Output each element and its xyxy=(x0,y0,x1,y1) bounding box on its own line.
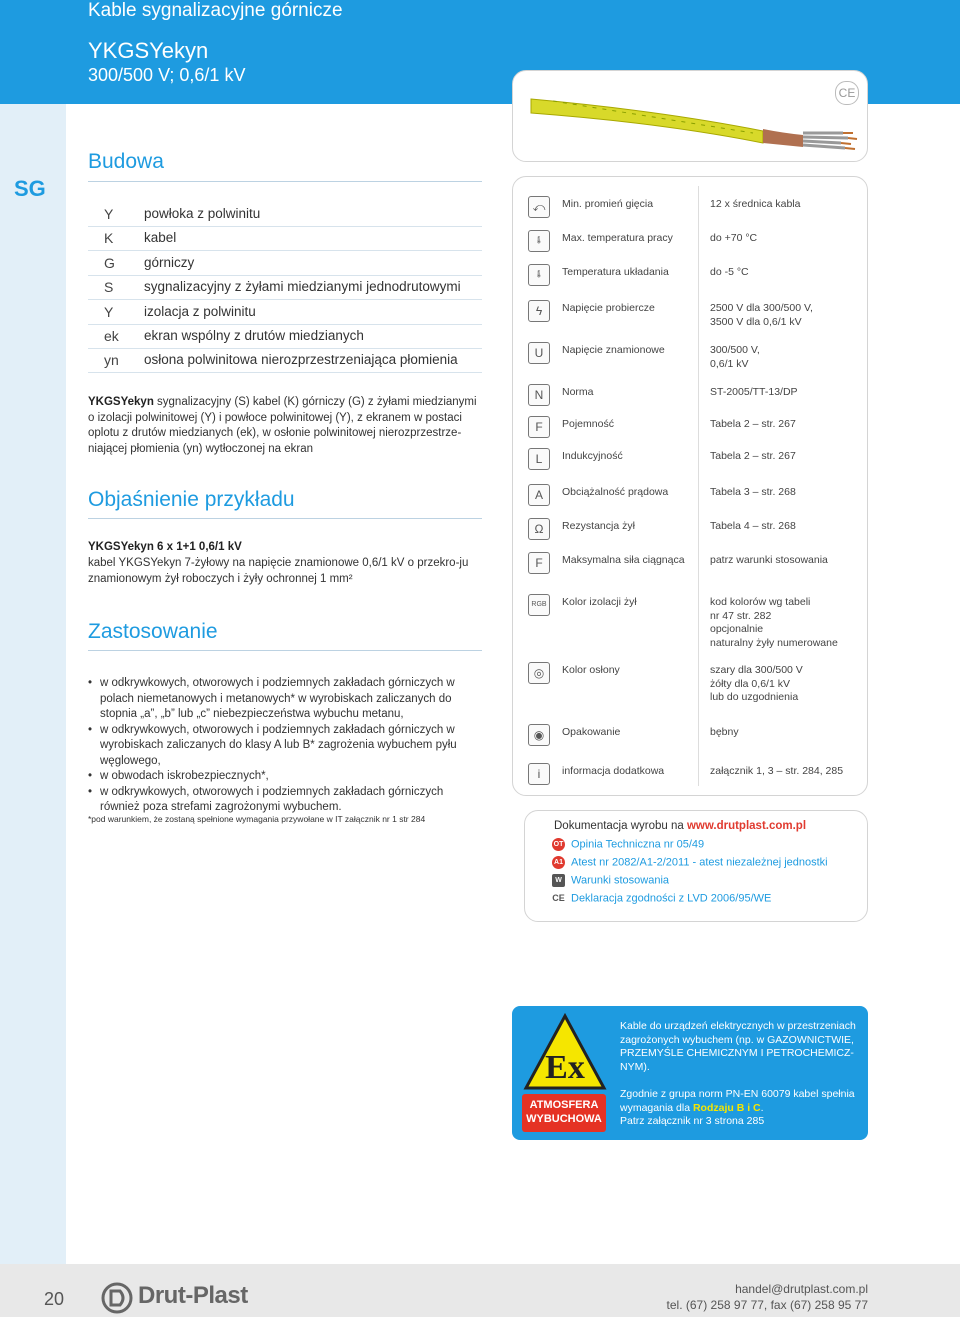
property-value: Tabela 2 – str. 267 xyxy=(710,450,796,462)
ce-mark-icon: CE xyxy=(835,81,859,105)
letter-code: S xyxy=(104,279,114,296)
property-name: Norma xyxy=(562,386,594,398)
property-value: Tabela 4 – str. 268 xyxy=(710,520,796,532)
ex-description: Kable do urządzeń elektrycznych w przestrzeniach zagrożonych wybuchem (np. w GAZOWNICTWIE, PRZEMYŚLE CHEMICZNYM I PETROCHEMICZ-NYM). xyxy=(620,1020,856,1073)
usage-list xyxy=(88,676,472,816)
page-number: 20 xyxy=(44,1289,65,1309)
letter-code-description: górniczy xyxy=(144,254,195,270)
letter-code: ek xyxy=(104,328,119,344)
letter-code-row xyxy=(88,202,482,227)
documentation-item-label: Atest nr 2082/A1-2/2011 - atest niezależnej jednostki xyxy=(571,856,828,869)
documentation-title-text: Dokumentacja wyrobu na xyxy=(554,820,687,832)
letter-code-description: sygnalizacyjny z żyłami miedzianymi jednodrutowymi xyxy=(144,279,461,295)
property-value: do +70 °C xyxy=(710,232,758,244)
website-link[interactable]: www.drutplast.com.pl xyxy=(686,820,807,832)
contact-email[interactable]: handel@drutplast.com.pl xyxy=(735,1282,868,1296)
resistance-icon: Ω xyxy=(528,518,550,540)
product-title: YKGSYekyn xyxy=(88,38,209,63)
letter-code-row xyxy=(88,300,482,325)
property-name: Maksymalna siła ciągnąca xyxy=(562,554,685,566)
inductance-icon: L xyxy=(528,448,550,470)
property-value: załącznik 1, 3 – str. 284, 285 xyxy=(710,765,844,777)
documentation-item[interactable] xyxy=(552,856,828,869)
category-title: Kable sygnalizacyjne górnicze xyxy=(88,0,343,21)
capacitance-icon: F xyxy=(528,416,550,438)
property-name: Rezystancja żył xyxy=(562,520,635,532)
usage-item: • w obwodach iskrobezpiecznych*, xyxy=(88,769,472,785)
documentation-item-label: Warunki stosowania xyxy=(571,874,670,887)
property-name: Max. temperatura pracy xyxy=(562,232,673,244)
property-value: 12 x średnica kabla xyxy=(710,198,801,210)
property-value: kod kolorów wg tabeli nr 47 str. 282 opcjonalnie naturalny żyły numerowane xyxy=(710,596,838,649)
tensile-force-icon: F xyxy=(528,552,550,574)
description-text: sygnalizacyjny (S) kabel (K) górniczy (G) z żyłami miedzianymi o izolacji polwinitowej (Y) i powłoce polwinitowej (Y), z ekranem w postaci oplotu z drutów miedzianych (ek), w osłonie polwinitowej nierozprzestrze-niającej płomienia (yn) wytłoczonej na ekran xyxy=(88,396,477,455)
property-name: Indukcyjność xyxy=(562,450,623,462)
sheath-color-icon: ◎ xyxy=(528,662,550,684)
budowa-heading: Budowa xyxy=(88,150,164,173)
document-icon: CE xyxy=(552,893,565,903)
example-rule xyxy=(88,518,482,519)
usage-footnote: *pod warunkiem, że zostaną spełnione wymagania przywołane w IT załącznik nr 1 str 284 xyxy=(88,814,426,824)
property-name: Obciążalność prądowa xyxy=(562,486,669,498)
example-designation: YKGSYekyn 6 x 1+1 0,6/1 kV xyxy=(88,541,242,553)
thermometer-icon: 🌡 xyxy=(528,230,550,252)
property-name: Temperatura układania xyxy=(562,266,669,278)
example-explanation: kabel YKGSYekyn 7-żyłowy na napięcie znamionowe 0,6/1 kV o przekro-ju znamionowym żył roboczych i żyły ochronnej 1 mm² xyxy=(88,557,469,585)
current-load-icon: A xyxy=(528,484,550,506)
rated-voltage-icon: U xyxy=(528,342,550,364)
property-name: Napięcie znamionowe xyxy=(562,344,665,356)
letter-code-row xyxy=(88,275,482,300)
letter-code-description: powłoka z polwinitu xyxy=(144,206,261,221)
atmosphere-badge-line1: ATMOSFERA xyxy=(529,1099,599,1111)
property-name: Napięcie probiercze xyxy=(562,302,655,314)
budowa-description xyxy=(88,395,482,457)
letter-code-description: kabel xyxy=(144,230,177,246)
test-voltage-icon: ϟ xyxy=(528,300,550,322)
property-value: szary dla 300/500 V żółty dla 0,6/1 kV lub do uzgodnienia xyxy=(710,664,803,703)
section-side-tab xyxy=(0,104,66,1264)
example-heading: Objaśnienie przykładu xyxy=(88,488,295,511)
letter-code: Y xyxy=(104,303,114,320)
letter-code-row xyxy=(88,348,482,373)
property-value: do -5 °C xyxy=(710,266,749,278)
documentation-item-label: Deklaracja zgodności z LVD 2006/95/WE xyxy=(571,892,772,905)
drutplast-logo-icon xyxy=(100,1281,134,1315)
letter-code: yn xyxy=(104,352,119,369)
letter-code: Y xyxy=(104,206,114,222)
contact-phone: tel. (67) 258 97 77, fax (67) 258 95 77 xyxy=(666,1298,868,1312)
documentation-item-label: Opinia Techniczna nr 05/49 xyxy=(571,838,705,851)
property-value: Tabela 2 – str. 267 xyxy=(710,418,796,430)
ex-requirements-text: Zgodnie z grupa norm PN-EN 60079 kabel spełnia wymagania dla xyxy=(620,1088,855,1114)
ex-requirements-end: . xyxy=(760,1101,764,1114)
product-image-card xyxy=(512,70,868,162)
ex-appendix-ref: Patrz załącznik nr 3 strona 285 xyxy=(620,1115,765,1127)
property-name: Opakowanie xyxy=(562,726,621,738)
company-logo-text: Drut-Plast xyxy=(138,1282,248,1309)
property-value: bębny xyxy=(710,726,739,738)
usage-rule xyxy=(88,650,482,651)
property-value: Tabela 3 – str. 268 xyxy=(710,486,796,498)
ex-warning-icon xyxy=(522,1012,608,1094)
usage-item: • w odkrywkowych, otworowych i podziemnych zakładach górniczych również poza strefami zagrożonymi wybuchem. xyxy=(88,785,472,816)
letter-code: K xyxy=(104,230,114,247)
section-tab-label: SG xyxy=(14,176,46,201)
document-icon: A1 xyxy=(552,856,565,869)
letter-code: G xyxy=(104,254,115,271)
letter-code-description: osłona polwinitowa nierozprzestrzeniająca płomienia xyxy=(144,352,458,368)
property-name: Pojemność xyxy=(562,418,614,430)
property-name: Kolor izolacji żył xyxy=(562,596,637,608)
usage-item: • w odkrywkowych, otworowych i podziemnych zakładach górniczych w wyrobiskach zaliczanych do klasy A lub B* zagrożenia wybuchem pyłu węglowego, xyxy=(88,723,472,770)
letter-code-row xyxy=(88,226,482,251)
documentation-item[interactable] xyxy=(552,838,704,851)
property-name: informacja dodatkowa xyxy=(562,765,665,777)
document-icon: OT xyxy=(552,838,565,851)
thermometer-laying-icon: 🌡 xyxy=(528,264,550,286)
document-icon: W xyxy=(552,874,565,887)
standard-icon: N xyxy=(528,384,550,406)
property-value: patrz warunki stosowania xyxy=(710,554,828,566)
budowa-rule xyxy=(88,181,482,182)
usage-heading: Zastosowanie xyxy=(88,620,218,643)
ex-requirements xyxy=(620,1088,856,1115)
atmosphere-badge-line2: WYBUCHOWA xyxy=(526,1113,602,1125)
usage-item: • w odkrywkowych, otworowych i podziemnych zakładach górniczych w polach niemetanowych i metanowych* w wyrobiskach zaliczanych do stopnia „a”, „b” lub „c” niebezpieczeństwa wybuchu metanu, xyxy=(88,676,472,723)
property-value: ST-2005/TT-13/DP xyxy=(710,386,798,398)
property-value: 300/500 V, 0,6/1 kV xyxy=(710,344,760,370)
cable-illustration xyxy=(513,71,867,161)
property-name: Min. promień gięcia xyxy=(562,198,654,210)
documentation-item[interactable] xyxy=(552,874,669,887)
ex-requirements-highlight: Rodzaju B i C xyxy=(692,1101,761,1114)
documentation-title xyxy=(554,820,806,832)
drum-icon: ◉ xyxy=(528,724,550,746)
description-product-name: YKGSYekyn xyxy=(88,396,154,408)
bend-radius-icon: ⤺ xyxy=(528,196,550,218)
color-rgb-icon: RGB xyxy=(528,594,550,616)
voltage-subtitle: 300/500 V; 0,6/1 kV xyxy=(88,65,246,85)
letter-code-row xyxy=(88,324,482,349)
info-icon: i xyxy=(528,763,550,785)
letter-code-description: ekran wspólny z drutów miedzianych xyxy=(144,328,364,343)
property-name: Kolor osłony xyxy=(562,664,620,676)
ex-label: Ex xyxy=(545,1049,585,1086)
documentation-item[interactable] xyxy=(552,892,771,905)
letter-code-description: izolacja z polwinitu xyxy=(144,303,256,319)
property-value: 2500 V dla 300/500 V, 3500 V dla 0,6/1 kV xyxy=(710,302,813,328)
letter-code-row xyxy=(88,251,482,276)
